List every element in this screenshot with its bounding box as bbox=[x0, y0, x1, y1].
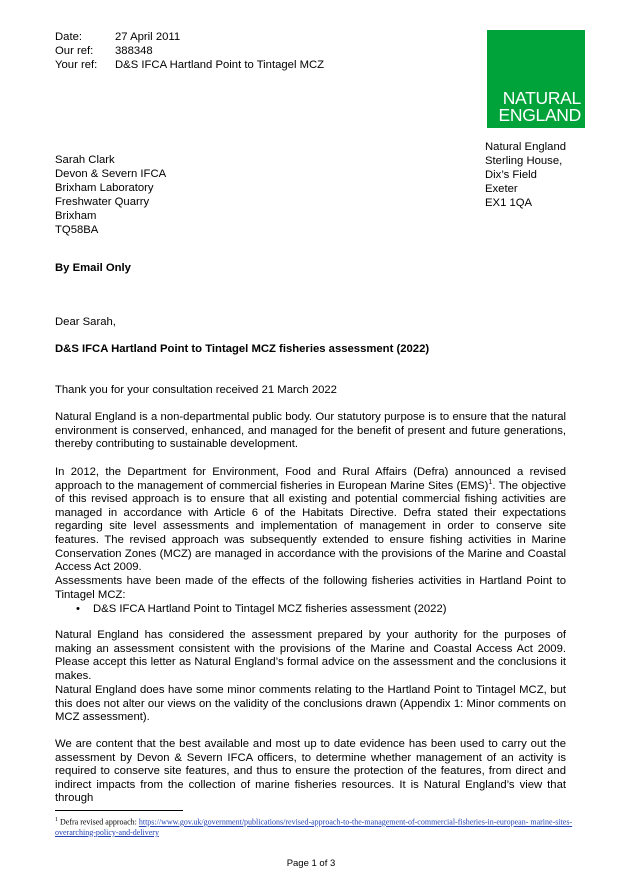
sender-address bbox=[485, 140, 566, 210]
letter-reference-block bbox=[55, 30, 324, 72]
our-ref-label: Our ref: bbox=[55, 45, 94, 57]
recipient-line: Brixham Laboratory bbox=[55, 182, 154, 194]
footnote-reference[interactable]: 1 bbox=[488, 478, 493, 486]
sender-line: Exeter bbox=[485, 183, 518, 195]
paragraph-defra-text-b: . The objective of this revised approach is to ensure that all existing and potential commercial fishing activities are managed in accordance with Article 6 of the Habitats Directive. Defra stated their expectations regarding site level assessments and implementation of management in order to conserve site features. The revised approach was subsequently extended to ensure fishing activities in Marine Conservation Zones (MCZ) are managed in accordance with the provisions of the Marine and Coastal Access Act 2009. bbox=[55, 479, 567, 574]
footnote-link[interactable]: https://www.gov.uk/government/publications/revised-approach-to-the-management-of-commercial-fisheries-in-european- marine-sites-overarching-policy-and-delivery bbox=[55, 817, 573, 837]
footnote-mark: 1 bbox=[55, 817, 58, 823]
paragraph-statutory-purpose: Natural England is a non-departmental public body. Our statutory purpose is to ensure that the natural environment is conserved, enhanced, and managed for the benefit of present and future generations, thereby contributing to sustainable development. bbox=[55, 411, 566, 451]
our-ref-value: 388348 bbox=[115, 45, 153, 57]
paragraph-defra-text-a: In 2012, the Department for Environment, Food and Rural Affairs (Defra) announced a revised approach to the management of commercial fisheries in European Marine Sites (EMS) bbox=[55, 466, 566, 492]
footnote-text: Defra revised approach: bbox=[58, 817, 139, 827]
recipient-address bbox=[55, 153, 166, 237]
footnote bbox=[55, 815, 595, 838]
paragraph-defra-approach bbox=[55, 466, 566, 575]
natural-england-logo bbox=[487, 30, 585, 128]
letter-subject: D&S IFCA Hartland Point to Tintagel MCZ fisheries assessment (2022) bbox=[55, 343, 430, 355]
date-value: 27 April 2011 bbox=[115, 31, 181, 43]
page-number: Page 1 of 3 bbox=[286, 858, 336, 869]
recipient-line: Freshwater Quarry bbox=[55, 196, 150, 208]
recipient-line: Brixham bbox=[55, 210, 97, 222]
sender-line: EX1 1QA bbox=[485, 197, 533, 209]
your-ref-label: Your ref: bbox=[55, 59, 98, 71]
bullet-marker: • bbox=[76, 603, 80, 615]
list-item bbox=[76, 602, 447, 616]
paragraph-considered: Natural England has considered the assessment prepared by your authority for the purposes of making an assessment consistent with the provisions of the Marine and Coastal Access Act 2009. Please accept this letter as Natural England’s formal advice on the assessment and the conclusions it makes. bbox=[55, 629, 566, 682]
bullet-text: D&S IFCA Hartland Point to Tintagel MCZ fisheries assessment (2022) bbox=[93, 603, 447, 615]
delivery-method: By Email Only bbox=[55, 262, 131, 274]
your-ref-value: D&S IFCA Hartland Point to Tintagel MCZ bbox=[115, 59, 325, 71]
salutation: Dear Sarah, bbox=[55, 316, 116, 328]
paragraph-evidence: We are content that the best available and most up to date evidence has been used to carry out the assessment by Devon & Severn IFCA officers, to determine whether management of an activity is required to conserve site features, and thus to ensure the protection of the features, from direct and indirect impacts from the collection of marine fisheries resources. It is Natural England’s view that through bbox=[55, 738, 566, 805]
paragraph-assessments: Assessments have been made of the effects of the following fisheries activities in Hartland Point to Tintagel MCZ: bbox=[55, 575, 566, 601]
paragraph-consultation: Thank you for your consultation received 21 March 2022 bbox=[55, 384, 337, 396]
logo-line-1: NATURAL bbox=[502, 88, 581, 108]
paragraph-minor-comments: Natural England does have some minor comments relating to the Hartland Point to Tintagel MCZ, but this does not alter our views on the validity of the conclusions drawn (Appendix 1: Minor comments on MCZ assessment). bbox=[55, 684, 566, 724]
sender-line: Natural England bbox=[485, 141, 567, 153]
sender-line: Dix’s Field bbox=[485, 169, 537, 181]
recipient-line: Devon & Severn IFCA bbox=[55, 168, 167, 180]
sender-line: Sterling House, bbox=[485, 155, 563, 167]
recipient-line: Sarah Clark bbox=[55, 154, 115, 166]
logo-line-2: ENGLAND bbox=[498, 105, 581, 125]
recipient-line: TQ58BA bbox=[55, 224, 99, 236]
footnote-divider bbox=[55, 810, 183, 811]
date-label: Date: bbox=[55, 31, 83, 43]
